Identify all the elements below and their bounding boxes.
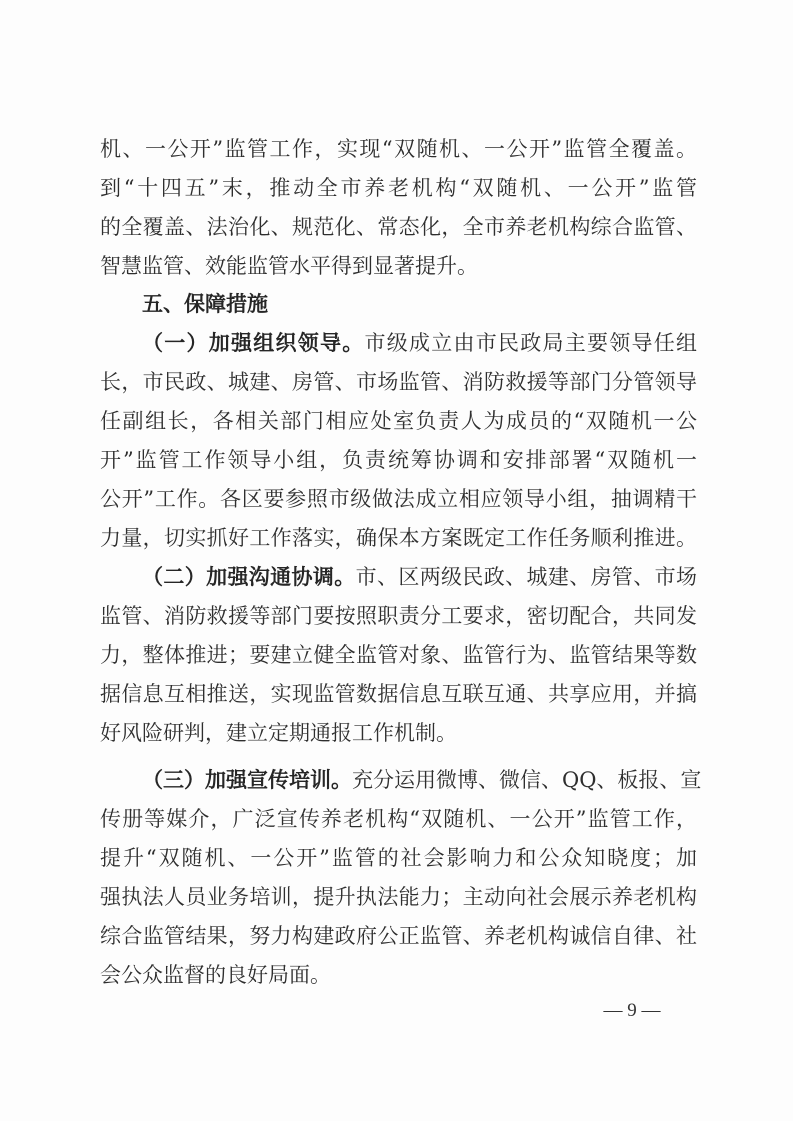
- body-text-line: 任副组长，各相关部门相应处室负责人为成员的“双随机一公: [100, 409, 697, 433]
- body-text-line: 力量，切实抓好工作落实，确保本方案既定工作任务顺利推进。: [100, 526, 697, 550]
- measure-1-lead: （一）加强组织领导。: [142, 331, 365, 355]
- measure-3-text: 充分运用微博、微信、QQ、板报、宣: [352, 768, 702, 792]
- body-text-line: 智慧监管、效能监管水平得到显著提升。: [100, 254, 478, 278]
- measure-3-first-line: [142, 761, 702, 800]
- measure-2-text: 市、区两级民政、城建、房管、市场: [355, 565, 698, 589]
- body-text-line: 会公众监督的良好局面。: [100, 963, 331, 987]
- body-text-line: 监管、消防救援等部门要按照职责分工要求，密切配合，共同发: [100, 604, 697, 628]
- body-text-line: 据信息互相推送，实现监管数据信息互联互通、共享应用，并搞: [100, 682, 697, 706]
- measure-1-text: 市级成立由市民政局主要领导任组: [364, 331, 697, 355]
- body-text-line: 到“十四五”末，推动全市养老机构“双随机、一公开”监管: [100, 176, 697, 200]
- body-text-line: 长，市民政、城建、房管、市场监管、消防救援等部门分管领导: [100, 370, 697, 394]
- measure-2-lead: （二）加强沟通协调。: [142, 565, 356, 589]
- body-text-line: 力，整体推进；要建立健全监管对象、监管行为、监管结果等数: [100, 643, 697, 667]
- body-text-line: 机、一公开”监管工作，实现“双随机、一公开”监管全覆盖。: [100, 137, 697, 161]
- body-text-line: 好风险研判，建立定期通报工作机制。: [100, 721, 457, 745]
- measure-1-first-line: [142, 324, 697, 363]
- body-text-line: 的全覆盖、法治化、规范化、常态化，全市养老机构综合监管、: [100, 215, 697, 239]
- body-text-line: 综合监管结果，努力构建政府公正监管、养老机构诚信自律、社: [100, 924, 697, 948]
- body-text-line: 传册等媒介，广泛宣传养老机构“双随机、一公开”监管工作，: [100, 807, 697, 831]
- body-text-line: 公开”工作。各区要参照市级做法成立相应领导小组，抽调精干: [100, 487, 697, 511]
- body-text-line: 强执法人员业务培训，提升执法能力；主动向社会展示养老机构: [100, 885, 697, 909]
- measure-2-first-line: [142, 558, 697, 597]
- body-text-line: 开”监管工作领导小组，负责统筹协调和安排部署“双随机一: [100, 448, 697, 472]
- body-text-line: 提升“双随机、一公开”监管的社会影响力和公众知晓度；加: [100, 846, 697, 870]
- page-number: — 9 —: [603, 1000, 661, 1021]
- measure-3-lead: （三）加强宣传培训。: [142, 768, 352, 792]
- section-heading: 五、保障措施: [142, 292, 268, 316]
